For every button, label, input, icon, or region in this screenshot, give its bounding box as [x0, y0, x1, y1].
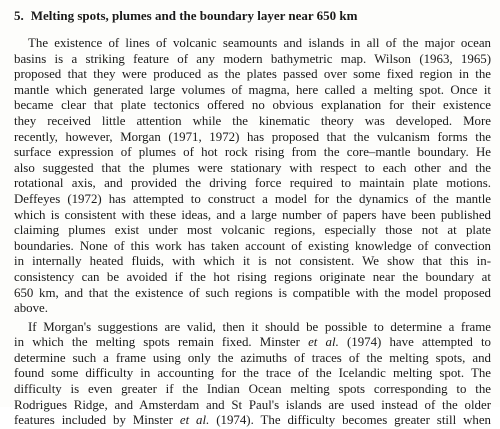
text-line	[14, 351, 491, 367]
text-run: difficulty is even greater if the Indian Ocean melting spots corresponding to the	[14, 382, 491, 397]
text-line: surface expression of plumes of hot rock rising from the core–mantle boundary. He	[14, 145, 491, 160]
text-run: found some difficulty in accounting for the trace of the Icelandic melting spot. The	[14, 366, 491, 381]
text-line: recently, however, Morgan (1971, 1972) has proposed that the vulcanism forms the	[14, 129, 491, 144]
text-line	[14, 413, 491, 429]
text-line: proposed that they were produced as the plates passed over some fixed region in the	[14, 67, 491, 82]
text-line	[14, 366, 491, 382]
paragraph-1	[14, 36, 491, 317]
text-line: above.	[14, 301, 49, 316]
text-run: in which the melting spots remain fixed. Minster	[14, 335, 309, 350]
italic-text-run: et al.	[179, 413, 210, 428]
text-run: (1974) have attempted to	[338, 335, 492, 350]
section-heading	[14, 8, 357, 24]
text-line	[14, 335, 491, 351]
text-line: boundaries. None of this work has taken account of existing knowledge of convection	[14, 238, 491, 253]
text-line	[14, 398, 491, 414]
text-run: features included by Minster	[14, 413, 180, 428]
text-line: became clear that plate tectonics offered no obvious explanation for their existence	[14, 98, 491, 113]
text-line: also suggested that the plumes were stationary with respect to each other and the	[14, 160, 491, 175]
text-run: determine such a frame using only the azimuths of traces of the melting spots, and	[14, 350, 491, 365]
text-line: consistency can be avoided if the hot rising regions originate near the boundary at	[14, 269, 491, 284]
text-line: 650 km, and that the existence of such regions is compatible with the model proposed	[14, 285, 491, 300]
italic-text-run: et al.	[308, 335, 339, 350]
text-line: basins is a striking feature of any modern bathymetric map. Wilson (1963, 1965)	[14, 51, 491, 66]
section-number: 5.	[14, 8, 24, 23]
paragraph-2	[14, 320, 491, 429]
text-line: The existence of lines of volcanic seamounts and islands in all of the major ocean	[28, 36, 491, 50]
text-run: If Morgan's suggestions are valid, then it should be possible to determine a frame	[28, 319, 491, 334]
text-line: in internally heated fluids, with which it is not consistent. We show that this in-	[14, 254, 491, 269]
text-line	[14, 320, 491, 336]
body-text	[14, 36, 491, 429]
text-run: Rodrigues Ridge, and Amsterdam and St Paul's islands are used instead of the older	[14, 397, 491, 412]
text-line: which is consistent with these ideas, and a large number of papers have been published	[14, 207, 491, 222]
text-line	[14, 382, 491, 398]
text-run: (1974). The difficulty becomes greater still when	[209, 413, 491, 428]
section-title: Melting spots, plumes and the boundary layer near 650 km	[30, 8, 358, 23]
text-line: they received little attention while the kinematic theory was developed. More	[14, 113, 491, 128]
text-line: Deffeyes (1972) has attempted to construct a model for the dynamics of the mantle	[14, 191, 491, 206]
text-line: claiming plumes exist under most volcanic regions, especially those not at plate	[14, 223, 491, 238]
text-line: rotational axis, and provided the driving force required to maintain plate motions.	[14, 176, 491, 191]
text-line: mantle which generated large volumes of magma, here called a melting spot. Once it	[14, 82, 491, 97]
